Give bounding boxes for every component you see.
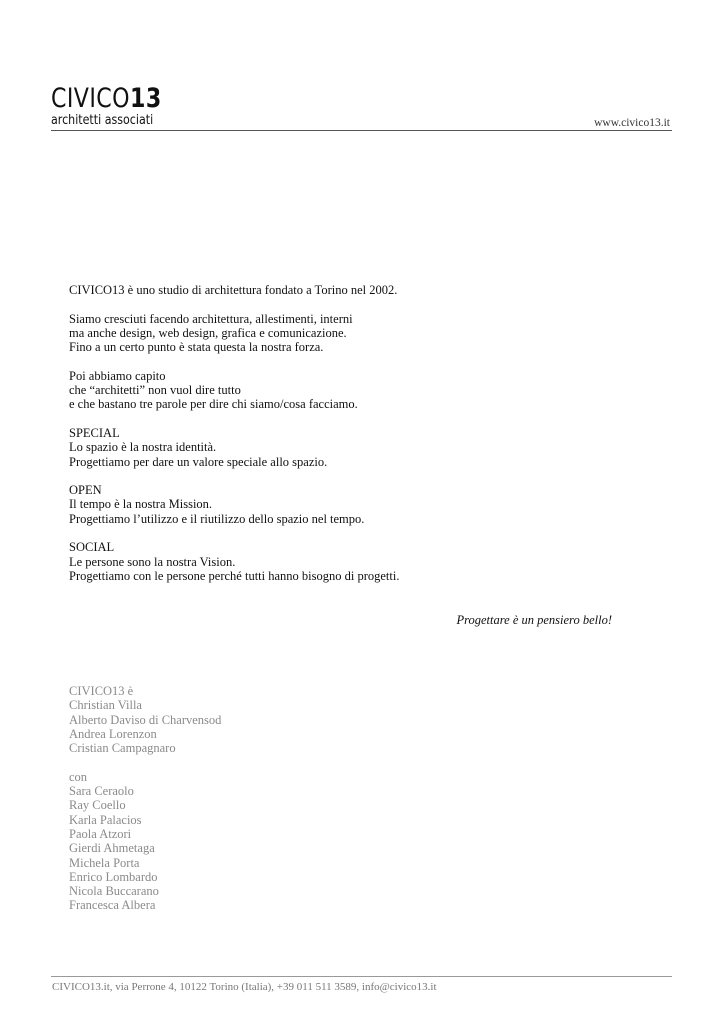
logo-subtitle: architetti associati (51, 112, 154, 128)
website-link[interactable]: www.civico13.it (594, 117, 670, 129)
paragraph-intro: CIVICO13 è uno studio di architettura fondato a Torino nel 2002. (69, 283, 398, 297)
spacer (69, 755, 221, 769)
logo-wordmark: CIVICO13 (51, 83, 162, 114)
team-member: Paola Atzori (69, 826, 132, 841)
main-text (69, 283, 629, 598)
collaborators-heading: con (69, 769, 88, 784)
team-member: Christian Villa (69, 698, 142, 713)
team-member: Francesca Albera (69, 898, 156, 913)
team-member: Karla Palacios (69, 812, 142, 827)
paragraph-growth: Siamo cresciuti facendo architettura, allestimenti, interni ma anche design, web design, grafica e comunicazione. Fino a un certo punto è stata questa la nostra forza. (69, 311, 353, 355)
team-member: Alberto Daviso di Charvensod (69, 712, 222, 727)
footer-contact: CIVICO13.it, via Perrone 4, 10122 Torino (Italia), +39 011 511 3589, info@civico13.it (52, 981, 437, 993)
team-list (69, 684, 221, 913)
team-member: Gierdi Ahmetaga (69, 841, 155, 856)
team-member: Ray Coello (69, 798, 126, 813)
paragraph-open: OPEN Il tempo è la nostra Mission. Progettiamo l’utilizzo e il riutilizzo dello spazio nel tempo. (69, 483, 365, 526)
team-member: Andrea Lorenzon (69, 726, 157, 741)
team-member: Michela Porta (69, 855, 140, 870)
header-divider (51, 130, 672, 131)
footer-divider (51, 976, 672, 977)
team-member: Nicola Buccarano (69, 884, 159, 899)
paragraph-understanding: Poi abbiamo capito che “architetti” non vuol dire tutto e che bastano tre parole per dire chi siamo/cosa facciamo. (69, 368, 358, 412)
company-logo (51, 83, 186, 128)
paragraph-social: SOCIAL Le persone sono la nostra Vision. Progettiamo con le persone perché tutti hanno bisogno di progetti. (69, 540, 400, 583)
partners-heading: CIVICO13 è (69, 684, 134, 698)
paragraph-special: SPECIAL Lo spazio è la nostra identità. Progettiamo per dare un valore speciale allo spazio. (69, 425, 328, 469)
tagline: Progettare è un pensiero bello! (456, 613, 612, 627)
team-member: Enrico Lombardo (69, 869, 158, 884)
team-member: Cristian Campagnaro (69, 741, 176, 756)
team-member: Sara Ceraolo (69, 784, 134, 799)
